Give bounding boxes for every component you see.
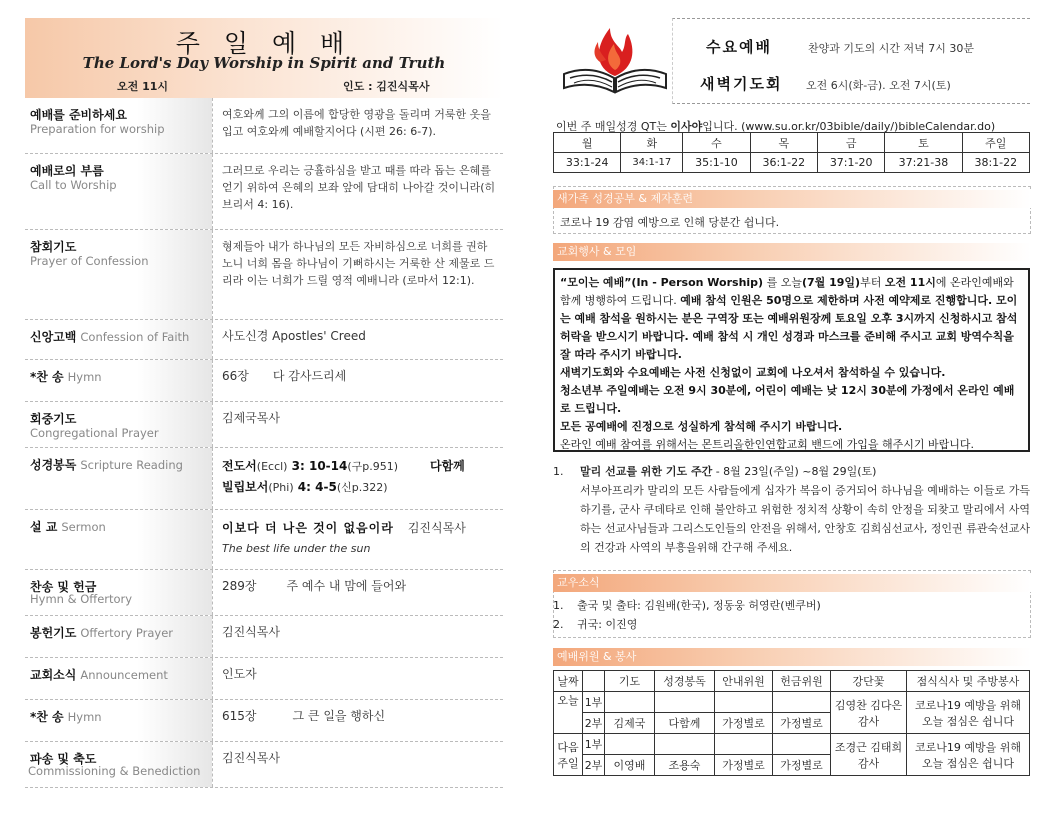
order-label-en: Sermon — [61, 520, 106, 534]
scripture-2-book: 빌립보서 — [222, 480, 269, 494]
order-label-en: Preparation for worship — [30, 122, 165, 136]
qt-book: 이사야 — [670, 120, 703, 133]
duty-cell: 가정별로 — [715, 713, 773, 734]
order-row-call-to-worship — [25, 154, 503, 230]
table-row — [554, 692, 1030, 713]
qt-ref-row — [554, 153, 1030, 173]
order-label-en: Confession of Faith — [80, 330, 190, 344]
notice-date: (7월 19일) — [801, 276, 861, 289]
order-label: 설 교 — [30, 520, 58, 534]
duty-cell: 가정별로 — [715, 755, 773, 776]
qt-day: 화 — [621, 133, 683, 153]
order-content: 형제들아 내가 하나님의 모든 자비하심으로 너희를 권하노니 너희 몸을 하나님이 기뻐하시는 거룩한 산 제물로 드리라 이는 너희가 드릴 영적 예배니라 (로마서 12:1). — [222, 240, 495, 287]
dawn-prayer-title: 새벽기도회 — [700, 75, 783, 93]
order-content: 김제국목사 — [222, 411, 280, 425]
order-label: 교회소식 — [30, 668, 77, 682]
notice-text: 에 온라인예배와 함께 병행하여 드립니다. — [560, 276, 1014, 307]
qt-notice-suffix: 입니다. (www.su.or.kr/03bible/daily/)bibleCalendar.do) — [702, 120, 996, 133]
notice-text: 부터 — [860, 276, 885, 289]
qt-ref: 36:1-22 — [750, 153, 817, 173]
order-row-confession-of-faith — [25, 320, 503, 360]
list-text: 출국 및 출타: 김원배(한국), 정동웅 허영란(벤쿠버) — [577, 599, 821, 612]
list-item — [553, 615, 1030, 634]
order-row-hymn-2 — [25, 700, 503, 742]
duty-cell: 조용숙 — [655, 755, 715, 776]
prayer-dates: - 8월 23일(주일) ~8월 29일(토) — [712, 465, 877, 478]
notice-text: 모이는 예배 참석을 원하시는 분은 구역장 또는 예배위원장께 토요일 오후 3시까지 신청하시고 참석 허락을 받으시기 바랍니다. 예배 참석 시 개인 성경과 마스크를 준비해 주시고 교회 방역수칙을 잘 따라 주시기 바랍니다. — [560, 294, 1018, 361]
qt-ref: 37:1-20 — [817, 153, 884, 173]
scripture-1-book-en: (Eccl) — [256, 460, 288, 473]
notice-text: 예배 참석 인원은 50명으로 제한하며 사전 예약제로 진행합니다. — [680, 294, 993, 307]
sunday-worship-header — [25, 18, 503, 98]
duty-section-title: 예배위원 & 봉사 — [553, 648, 1031, 666]
duty-cell: 이영배 — [605, 755, 655, 776]
qt-day: 금 — [817, 133, 884, 153]
duty-header: 기도 — [605, 671, 655, 692]
qt-day: 토 — [885, 133, 962, 153]
events-notice-box — [553, 268, 1030, 452]
duty-header: 날짜 — [554, 671, 583, 692]
order-row-confession-prayer — [25, 230, 503, 320]
scripture-1-book: 전도서 — [222, 459, 257, 473]
qt-schedule-table — [553, 132, 1030, 173]
duty-header: 강단꽃 — [831, 671, 907, 692]
hymn-number: 615장 — [222, 709, 257, 723]
order-label-en: Hymn — [67, 710, 102, 724]
order-label-en: Call to Worship — [30, 178, 117, 192]
sermon-title-en: The best life under the sun — [222, 542, 371, 555]
qt-day: 목 — [750, 133, 817, 153]
study-section-text: 코로나 19 감염 예방으로 인해 당분간 쉽니다. — [560, 216, 780, 229]
duty-meal: 코로나19 예방을 위해 오늘 점심은 쉽니다 — [907, 692, 1030, 734]
duty-cell — [715, 692, 773, 713]
sunday-worship-order — [25, 18, 503, 788]
duty-cell — [655, 692, 715, 713]
order-row-scripture-reading — [25, 448, 503, 510]
order-label-en: Commissioning & Benediction — [28, 764, 201, 778]
duty-cell — [605, 692, 655, 713]
order-content: 그러므로 우리는 긍휼하심을 받고 때를 따라 돕는 은혜를 얻기 위하여 은혜의 보좌 앞에 담대히 나아갈 것이니라(히브리서 4: 16). — [222, 164, 496, 211]
order-label: 참회기도 — [30, 240, 77, 254]
list-item — [553, 596, 1030, 615]
duty-cell: 다함께 — [655, 713, 715, 734]
worship-leader: 인도 : 김진식목사 — [343, 80, 430, 93]
order-label: 성경봉독 — [30, 458, 77, 472]
duty-header — [583, 671, 605, 692]
duty-cell — [773, 734, 831, 755]
notice-attendance: 모든 공예배에 진정으로 성실하게 참석해 주시기 바랍니다. — [560, 420, 843, 433]
notice-weekday: 새벽기도회와 수요예배는 사전 신청없이 교회에 나오셔서 참석하실 수 있습니다. — [560, 366, 946, 379]
notice-time: 오전 11시 — [884, 276, 936, 289]
duty-cell: 김제국 — [605, 713, 655, 734]
order-label-en: Congregational Prayer — [30, 426, 159, 440]
list-number: 2. — [553, 618, 564, 631]
order-label-en: Hymn — [67, 370, 102, 384]
order-row-offertory-prayer — [25, 616, 503, 658]
duty-header: 성경봉독 — [655, 671, 715, 692]
duty-part: 1부 — [583, 692, 605, 713]
scripture-1-verses: 3: 10-14 — [287, 459, 348, 473]
notice-in-person: “모이는 예배”(In - Person Worship) — [560, 276, 764, 289]
news-list — [553, 596, 1030, 634]
order-content: 인도자 — [222, 667, 257, 681]
notice-text: 를 오늘 — [763, 276, 802, 289]
sermon-title: 이보다 더 나은 것이 없음이라 — [222, 521, 394, 535]
dawn-prayer-detail: 오전 6시(화-금). 오전 7시(토) — [806, 79, 951, 92]
order-row-sermon — [25, 510, 503, 570]
order-content: 김진식목사 — [222, 751, 280, 765]
order-label: 회중기도 — [30, 412, 77, 426]
order-label: 봉헌기도 — [30, 626, 77, 640]
worship-time: 오전 11시 — [117, 80, 169, 93]
preacher: 김진식목사 — [407, 521, 466, 535]
order-label: 예배로의 부름 — [30, 164, 104, 178]
qt-ref: 35:1-10 — [683, 153, 750, 173]
news-section-title: 교우소식 — [553, 574, 1031, 592]
page-subtitle: The Lord's Day Worship in Spirit and Truth — [82, 54, 446, 72]
duty-flowers: 김영찬 김다은 감사 — [831, 692, 907, 734]
study-section-title: 새가족 성경공부 & 제자훈련 — [553, 190, 1031, 208]
order-label-en: Hymn & Offertory — [30, 592, 133, 606]
duty-date: 다음 주일 — [554, 734, 583, 776]
order-row-hymn-offertory — [25, 570, 503, 616]
events-section-title: 교회행사 & 모임 — [553, 243, 1031, 261]
duty-header-row — [554, 671, 1030, 692]
order-row-congregational-prayer — [25, 402, 503, 448]
duty-header: 헌금위원 — [773, 671, 831, 692]
qt-day: 주일 — [962, 133, 1029, 153]
order-label: 예배를 준비하세요 — [30, 108, 127, 122]
page-title: 주 일 예 배 — [175, 29, 353, 58]
qt-day: 월 — [554, 133, 621, 153]
order-row-hymn-1 — [25, 360, 503, 402]
order-label-en: Offertory Prayer — [80, 626, 174, 640]
duty-flowers: 조경근 김태희 감사 — [831, 734, 907, 776]
qt-ref: 38:1-22 — [962, 153, 1029, 173]
scripture-1-page: (구p.951) — [347, 460, 399, 473]
wednesday-service-detail: 찬양과 기도의 시간 저녁 7시 30분 — [808, 42, 974, 55]
qt-day-row — [554, 133, 1030, 153]
order-label: 파송 및 축도 — [30, 752, 97, 766]
order-content: 여호와께 그의 이름에 합당한 영광을 돌리며 거룩한 옷을 입고 여호와께 예배할지어다 (시편 26: 6-7). — [222, 108, 491, 138]
scripture-2-page: (신p.322) — [336, 481, 388, 494]
hymn-title: 그 큰 일을 행하신 — [292, 709, 386, 723]
church-logo-icon — [560, 22, 670, 102]
duty-table — [553, 670, 1030, 776]
duty-cell — [773, 692, 831, 713]
duty-cell — [715, 734, 773, 755]
duty-part: 2부 — [583, 755, 605, 776]
order-label: 찬송 및 헌금 — [30, 580, 97, 594]
order-row-preparation — [25, 98, 503, 154]
scripture-2-verses: 4: 4-5 — [293, 480, 337, 494]
prayer-number: 1. — [553, 465, 564, 478]
order-content: 김진식목사 — [222, 625, 280, 639]
scripture-2-book-en: (Phi) — [268, 481, 294, 494]
duty-cell: 가정별로 — [773, 713, 831, 734]
wednesday-service-title: 수요예배 — [706, 38, 772, 56]
hymn-title: 다 감사드리세 — [272, 369, 347, 383]
list-text: 귀국: 이진영 — [577, 618, 638, 631]
qt-ref: 33:1-24 — [554, 153, 621, 173]
prayer-body: 서부아프리카 말리의 모든 사람들에게 십자가 복음이 증거되어 하나님을 예배하는 이들로 가득 하기를, 군사 쿠데타로 인해 불안하고 위험한 정치적 상황이 속히 안정을 되찾고 말리에서 사역하는 선교사님들과 그리스도인들의 안전을 위해서, 안창호 김희심선교사, 정인권 류관숙선교사의 건강과 사역의 부흥을위해 간구해 주세요. — [580, 484, 1030, 554]
order-label-en: Announcement — [80, 668, 168, 682]
table-row — [554, 734, 1030, 755]
order-label: 신앙고백 — [30, 330, 77, 344]
qt-ref: 34:1-17 — [621, 153, 683, 173]
duty-part: 1부 — [583, 734, 605, 755]
duty-meal: 코로나19 예방을 위해 오늘 점심은 쉽니다 — [907, 734, 1030, 776]
duty-header: 점식식사 및 주방봉사 — [907, 671, 1030, 692]
order-label: *찬 송 — [30, 370, 64, 384]
qt-ref: 37:21-38 — [885, 153, 962, 173]
duty-cell: 가정별로 — [773, 755, 831, 776]
qt-notice-prefix: 이번 주 매일성경 QT는 — [556, 120, 671, 133]
duty-cell — [655, 734, 715, 755]
duty-header: 안내위원 — [715, 671, 773, 692]
hymn-number: 66장 — [222, 369, 249, 383]
duty-date: 오늘 — [554, 692, 583, 734]
notice-online: 온라인 예배 참여를 위해서는 몬트리올한인연합교회 밴드에 가입을 해주시기 바랍니다. — [560, 438, 975, 451]
order-content — [222, 456, 497, 498]
duty-part: 2부 — [583, 713, 605, 734]
order-label-en: Scripture Reading — [80, 458, 183, 472]
hymn-title: 주 예수 내 맘에 들어와 — [286, 579, 407, 593]
hymn-number: 289장 — [222, 579, 257, 593]
order-content: 사도신경 Apostles' Creed — [222, 329, 366, 343]
order-label-en: Prayer of Confession — [30, 254, 149, 268]
order-row-benediction — [25, 742, 503, 788]
list-number: 1. — [553, 599, 564, 612]
order-row-announcement — [25, 658, 503, 700]
prayer-title: 말리 선교를 위한 기도 주간 — [580, 465, 713, 478]
duty-cell — [605, 734, 655, 755]
scripture-reader: 다함께 — [430, 459, 465, 473]
qt-day: 수 — [683, 133, 750, 153]
order-label: *찬 송 — [30, 710, 64, 724]
notice-youth: 청소년부 주일예배는 오전 9시 30분에, 어린이 예배는 낮 12시 30분에 가정에서 온라인 예배로 드립니다. — [560, 384, 1015, 415]
